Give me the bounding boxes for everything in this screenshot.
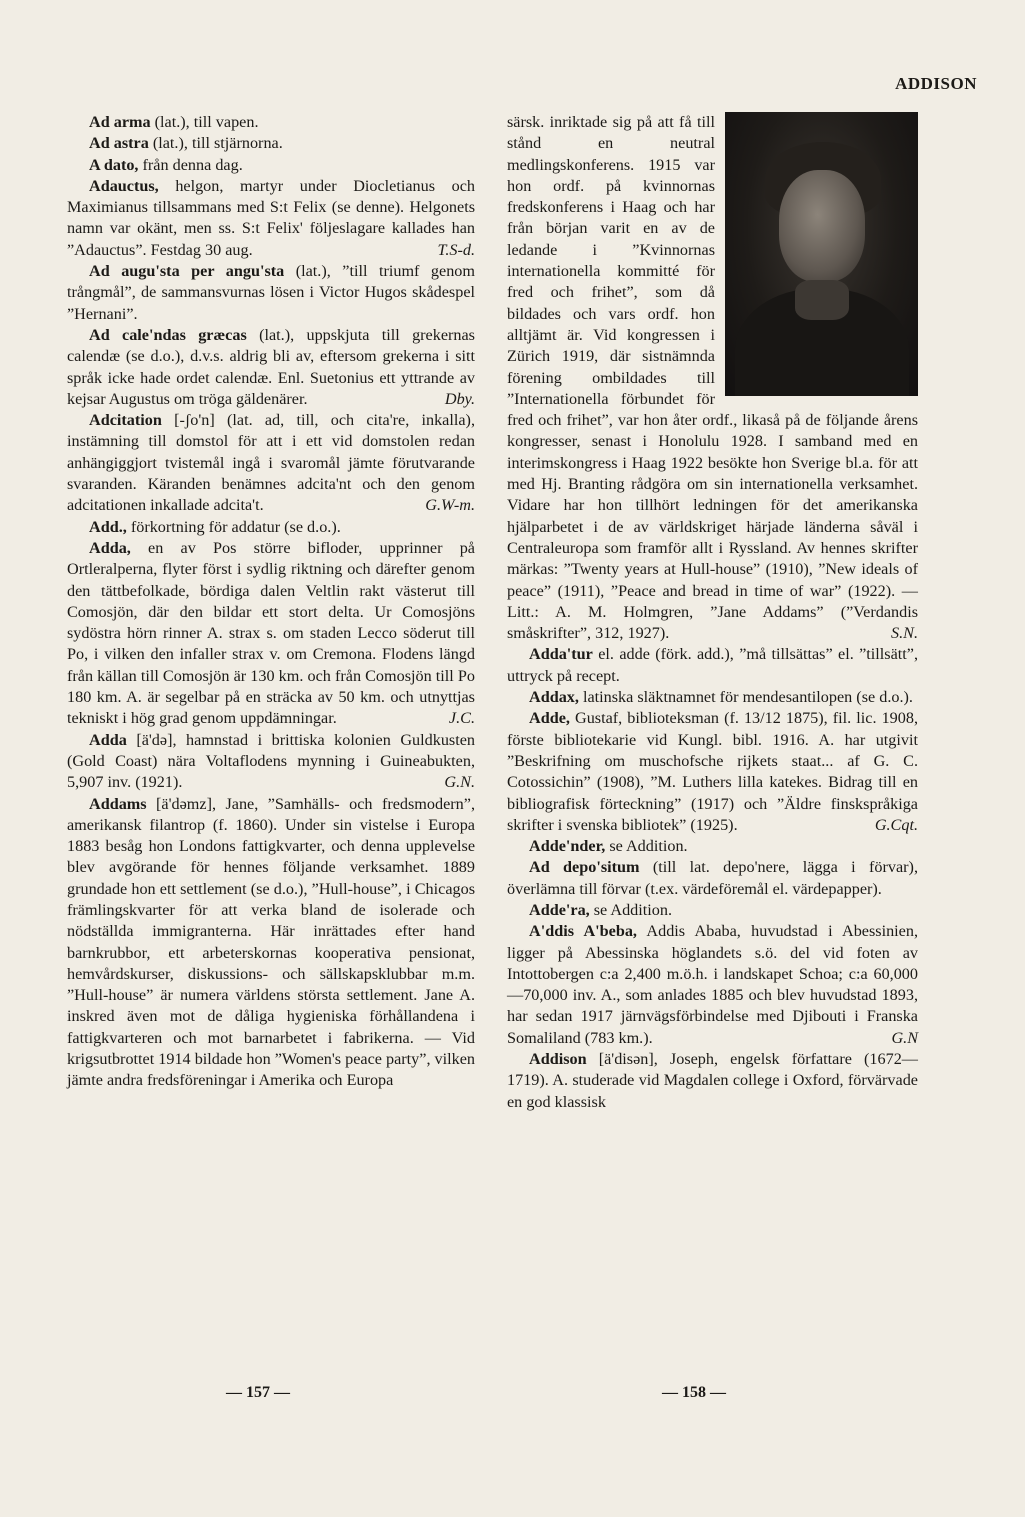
entry-signature: G.N. bbox=[444, 773, 475, 792]
right-column bbox=[507, 112, 918, 1113]
dictionary-entry bbox=[67, 133, 475, 154]
entry-headword: Adcitation bbox=[89, 411, 162, 430]
dictionary-entry bbox=[507, 708, 918, 836]
entry-signature: G.W-m. bbox=[425, 496, 475, 515]
portrait-face bbox=[779, 170, 865, 282]
entry-headword: Addison bbox=[529, 1050, 587, 1069]
entry-headword: Adde'nder, bbox=[529, 837, 606, 856]
entry-text: [-ʃo'n] (lat. ad, till, och cita're, inkalla), instämning till domstol för att i ett vid domstolen redan anhängiggjort tvistemål ingå i svaromål jämte förutvarande svaranden. Käranden benämnes adcita'nt och den genom adcitationen inkallade adcita't. bbox=[67, 411, 475, 515]
entry-headword: A dato, bbox=[89, 155, 139, 174]
entry-headword: Ad cale'ndas græcas bbox=[89, 325, 247, 344]
entry-headword: A'ddis A'beba, bbox=[529, 922, 637, 941]
dictionary-entry bbox=[507, 921, 918, 1049]
entry-text: [ä'dəmz], Jane, ”Samhälls- och fredsmodern”, amerikansk filantrop (f. 1860). Under sin vistelse i Europa 1883 besåg hon Londons fattigkvarter, och denna upplevelse blev avgörande för hennes följande verksamhet. 1889 grundade hon ett settlement (se d.o.), ”Hull-house”, i Chicagos främlingskvarter för att verka bland de isolerade och nödställda immigranterna. Här inrättades efter hand barnkrubbor, ett arbeterskornas kooperativa pensionat, hemvårdskurser, diskussions- och sällskapsklubbar m.m. ”Hull-house” är numera världens största settlement. Jane A. inskred även mot de dåliga hygieniska förhållandena i fattigkvarteren och mot barnarbetet i fabrikerna. — Vid krigsutbrottet 1914 bildade hon ”Women's peace party”, vilken jämte andra fredsföreningar i Amerika och Europa bbox=[67, 794, 475, 1090]
dictionary-entry bbox=[67, 155, 475, 176]
entry-text: helgon, martyr under Diocletianus och Maximianus tillsammans med S:t Felix (se denne). Helgonets namn var okänt, men ss. S:t Felix' följeslagare kallades han ”Adauctus”. Festdag 30 aug. bbox=[67, 176, 475, 259]
dictionary-entry bbox=[507, 687, 918, 708]
entry-headword: Addax, bbox=[529, 688, 579, 707]
entry-text: [ä'də], hamnstad i brittiska kolonien Guldkusten (Gold Coast) nära Voltaflodens mynning i Guineabukten, 5,907 inv. (1921). bbox=[67, 730, 475, 792]
entry-headword: Adda'tur bbox=[529, 645, 593, 664]
dictionary-entry bbox=[507, 900, 918, 921]
entry-text: [ä'disən], Joseph, engelsk författare (1672—1719). A. studerade vid Magdalen college i Oxford, förvärvade en god klassisk bbox=[507, 1050, 918, 1111]
dictionary-entry bbox=[67, 730, 475, 794]
dictionary-entry bbox=[507, 857, 918, 900]
left-column bbox=[67, 112, 475, 1092]
dictionary-entry bbox=[67, 538, 475, 730]
entry-headword: Ad arma bbox=[89, 113, 151, 131]
running-head: ADDISON bbox=[895, 74, 977, 93]
portrait-collar bbox=[795, 280, 849, 320]
dictionary-entry bbox=[67, 325, 475, 410]
entry-signature: Dby. bbox=[444, 389, 475, 408]
entry-text: (lat.), till stjärnorna. bbox=[148, 134, 283, 153]
entry-headword: Ad augu'sta per angu'sta bbox=[89, 262, 285, 281]
entry-text: (lat.), till vapen. bbox=[150, 113, 259, 131]
entry-text: el. adde (förk. add.), ”må tillsättas” el. ”tillsätt”, uttryck på recept. bbox=[507, 645, 918, 685]
dictionary-entry bbox=[507, 836, 918, 857]
dictionary-entry bbox=[67, 794, 475, 1092]
entry-headword: Adauctus, bbox=[89, 176, 159, 195]
entry-text: latinska släktnamnet för mendesantilopen (se d.o.). bbox=[578, 688, 913, 707]
dictionary-entry bbox=[67, 517, 475, 538]
entry-headword: Ad astra bbox=[89, 134, 149, 153]
page-number-right: — 158 — bbox=[662, 1384, 726, 1401]
entry-text: se Addition. bbox=[589, 900, 672, 919]
page-number-left: — 157 — bbox=[226, 1384, 290, 1401]
entry-signature: T.S-d. bbox=[437, 240, 475, 259]
dictionary-entry bbox=[507, 1049, 918, 1113]
dictionary-entry bbox=[67, 410, 475, 516]
entry-signature: S.N. bbox=[891, 624, 918, 643]
entry-headword: Adda, bbox=[89, 538, 131, 557]
entry-signature: G.Cqt. bbox=[874, 815, 918, 834]
dictionary-entry bbox=[67, 261, 475, 325]
entry-text: Addis Ababa, huvudstad i Abessinien, ligger på Abessinska höglandets s.ö. del vid foten av Intottobergen c:a 2,400 m.ö.h. i landskapet Schoa; c:a 60,000—70,000 inv. A., som anlades 1885 och blev huvudstad 1893, har sedan 1917 järnvägsförbindelse med Djibouti i Franska Somaliland (783 km.). bbox=[507, 922, 918, 1047]
portrait-photo bbox=[725, 112, 918, 396]
entry-headword: Ad depo'situm bbox=[529, 858, 640, 877]
entry-text: en av Pos större bifloder, upprinner på Ortleralperna, flyter först i sydlig riktning och därefter genom den tättbefolkade, bördiga dalen Veltlin rakt västerut till Comosjön, där den bildar ett stort delta. Ur Comosjöns sydöstra hörn rinner A. strax s. om staden Lecco söderut till Po, i vilken den infaller strax v. om Cremona. Flodens längd från källan till Comosjön är 130 km. och från Comosjön till Po 180 km. A. är segelbar på en sträcka av 50 km. och utnyttjas tekniskt i hög grad genom uppdämningar. bbox=[67, 538, 475, 728]
entry-signature: J.C. bbox=[448, 709, 475, 728]
entry-text: (lat.), uppskjuta till grekernas calendæ (se d.o.), d.v.s. aldrig bli av, eftersom grekerna i sitt språk icke hade ordet calendæ. Enl. Suetonius ett yttrande av kejsar Augustus om tröga gäldenärer. bbox=[67, 325, 475, 408]
dictionary-entry bbox=[507, 644, 918, 687]
entry-text: förkortning för addatur (se d.o.). bbox=[126, 517, 341, 536]
dictionary-entry bbox=[67, 176, 475, 261]
entry-text: särsk. inriktade sig på att få till stånd en neutral medlingskonferens. 1915 var hon ordf. på kvinnornas fredskonferens i Haag och har från början varit en av de ledande i ”Kvinnornas internationella kommitté för fred och frihet”, som då bildades och vars ordf. hon alltjämt är. Vid kongressen i Zürich 1919, där sistnämnda förening ombildades till ”Internationella förbundet för fred och frihet”, var hon åter ordf., likaså på de följande årens kongresser, senast i Honolulu 1928. I samband med en interimskongress i Haag 1922 besökte hon Sverige bl.a. för att med Hj. Branting rådgöra om sin internationella verksamhet. Vidare har hon tillhört ledningen för det amerikanska hjälparbetet i de av världskriget härjade länderna såväl i Centraleuropa som framför allt i Ryssland. Av hennes skrifter märkas: ”Twenty years at Hull-house” (1910), ”New ideals of peace” (1911), ”Peace and bread in time of war” (1922). — Litt.: A. M. Holmgren, ”Jane Addams” (”Verdandis småskrifter”, 312, 1927). bbox=[507, 113, 918, 643]
dictionary-entry bbox=[67, 112, 475, 133]
entry-headword: Adde'ra, bbox=[529, 900, 590, 919]
entry-headword: Addams bbox=[89, 794, 147, 813]
entry-text: Gustaf, biblioteksman (f. 13/12 1875), fil. lic. 1908, förste bibliotekarie vid Kungl. bibl. 1916. A. har utgivit ”Beskrifning om muschofsche rijkets staat... af G. C. Cotossichin” (1908), ”M. Luthers lilla katekes. Bidrag till en bibliografisk förteckning” (1917) och ”Äldre finskspråkiga skrifter i svenska bibliotek” (1925). bbox=[507, 709, 918, 834]
entry-text: se Addition. bbox=[605, 837, 688, 856]
entry-text: (lat.), ”till triumf genom trångmål”, de sammansvurnas lösen i Victor Hugos skådespel ”Hernani”. bbox=[67, 262, 475, 323]
entry-headword: Add., bbox=[89, 517, 127, 536]
entry-headword: Adda bbox=[89, 730, 127, 749]
entry-signature: G.N bbox=[891, 1028, 918, 1047]
entry-text: från denna dag. bbox=[138, 155, 243, 174]
entry-text: (till lat. depo'nere, lägga i förvar), överlämna till förvar (t.ex. värdeföremål el. värdepapper). bbox=[507, 858, 918, 898]
entry-headword: Adde, bbox=[529, 709, 570, 728]
